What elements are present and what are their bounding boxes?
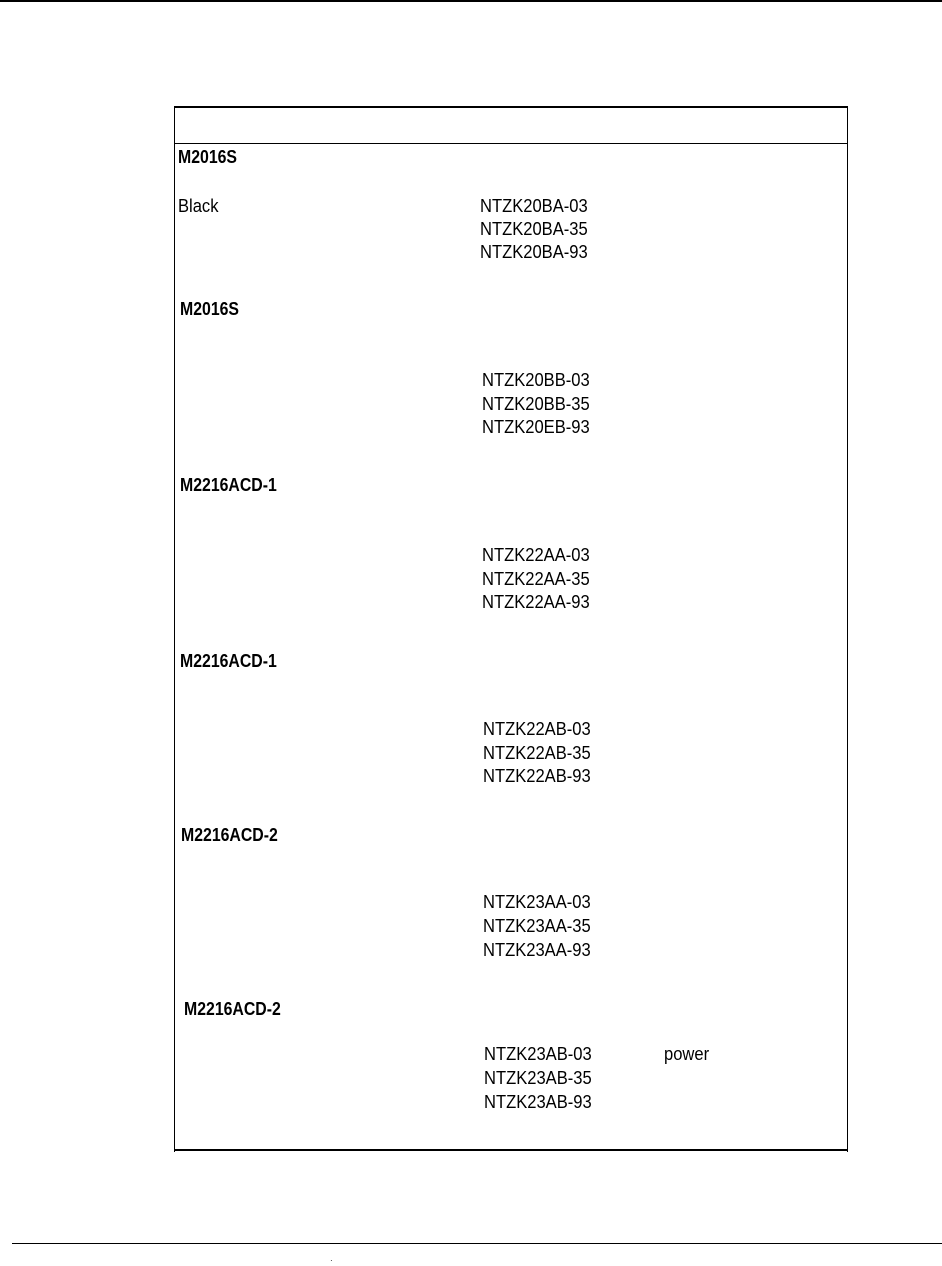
- footer-rule: [12, 1243, 942, 1244]
- order-code: NTZK22AB-93: [483, 766, 591, 786]
- order-code: NTZK23AA-35: [483, 916, 591, 936]
- table-top-border: [174, 106, 848, 108]
- color-label: Black: [178, 196, 219, 216]
- order-code: NTZK23AB-93: [484, 1092, 592, 1112]
- model-name: M2016S: [178, 147, 238, 167]
- order-code: NTZK23AB-35: [484, 1068, 592, 1088]
- order-code: NTZK23AA-93: [483, 940, 591, 960]
- model-name: M2016S: [180, 299, 240, 319]
- model-name: M2216ACD-1: [180, 651, 277, 671]
- order-code: NTZK22AA-35: [482, 569, 590, 589]
- table-left-border: [174, 106, 175, 1152]
- parts-table: [174, 106, 848, 1152]
- order-code: NTZK22AA-03: [482, 545, 590, 565]
- model-name: M2216ACD-1: [180, 475, 277, 495]
- order-code: NTZK20BA-93: [480, 242, 588, 262]
- order-code: NTZK20BB-03: [482, 370, 590, 390]
- table-header-separator: [174, 143, 848, 144]
- footer-mark: ·: [330, 1256, 333, 1265]
- power-note: power: [664, 1044, 710, 1064]
- order-code: NTZK20BB-35: [482, 394, 590, 414]
- order-code: NTZK22AB-03: [483, 719, 591, 739]
- table-right-border: [847, 106, 848, 1152]
- order-code: NTZK20BA-35: [480, 219, 588, 239]
- order-code: NTZK23AA-03: [483, 892, 591, 912]
- order-code: NTZK20EB-93: [482, 417, 590, 437]
- order-code: NTZK22AB-35: [483, 743, 591, 763]
- top-rule: [0, 0, 942, 2]
- order-code: NTZK22AA-93: [482, 592, 590, 612]
- model-name: M2216ACD-2: [181, 825, 278, 845]
- order-code: NTZK23AB-03: [484, 1044, 592, 1064]
- order-code: NTZK20BA-03: [480, 196, 588, 216]
- model-name: M2216ACD-2: [184, 999, 281, 1019]
- table-bottom-border: [174, 1149, 848, 1151]
